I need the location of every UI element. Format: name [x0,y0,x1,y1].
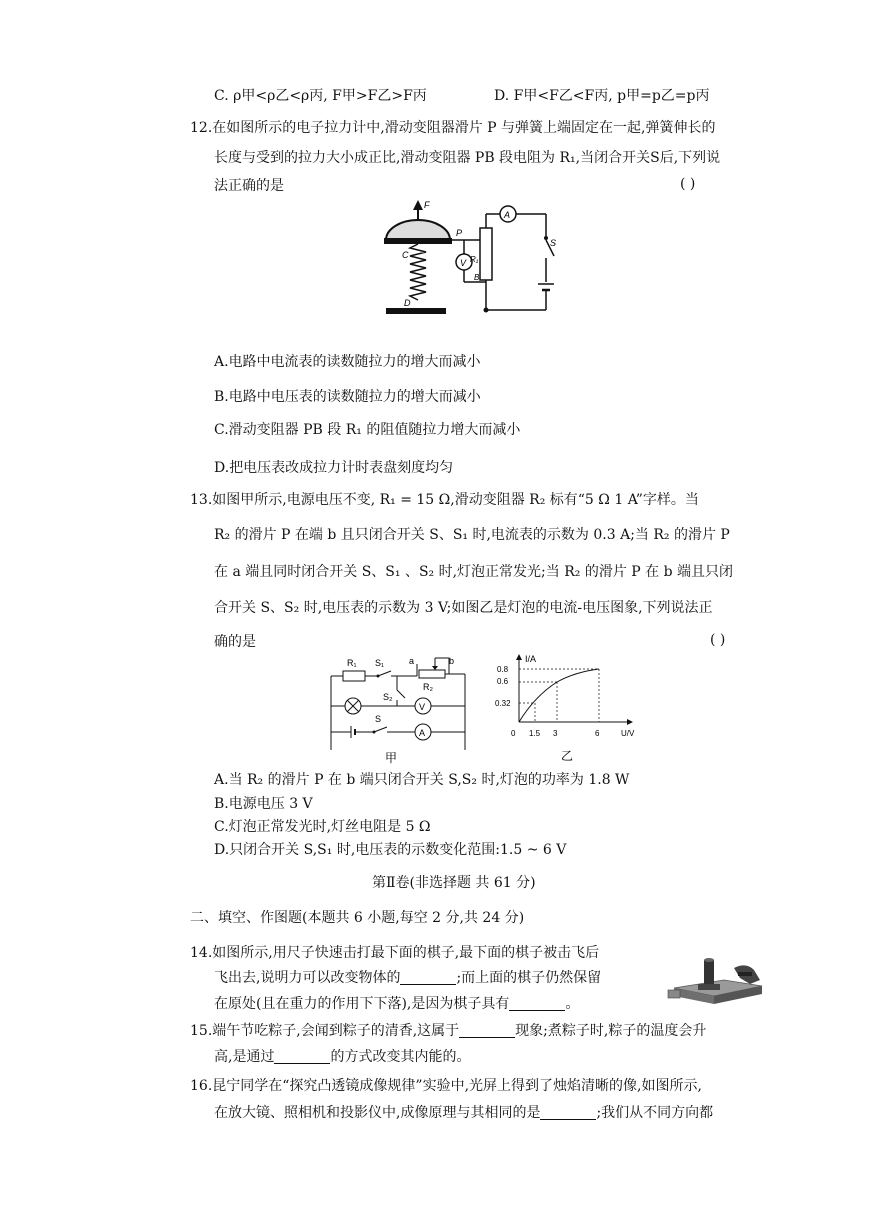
q13-yi-ytick-0.32: 0.32 [495,699,511,708]
q13-option-c-text: 灯泡正常发光时,灯丝电阻是 5 Ω [228,819,431,835]
q15-line2 [214,1047,470,1067]
q16-blank-1[interactable] [540,1105,596,1120]
q11-option-d-text: F甲<F乙<F丙, p甲=p乙=p丙 [513,88,710,104]
q16-line1 [190,1076,702,1096]
q12-option-c-letter: C. [214,422,229,438]
q12-label-r1: R₁ [470,255,479,264]
q12-label-s: S [550,238,557,248]
q13-yi-xtick-3: 3 [553,729,558,738]
q15-line1-b: 现象;煮粽子时,粽子的温度会升 [515,1023,707,1039]
q13-yi-x-label: U/V [621,729,635,738]
q13-yi-xtick-0: 0 [511,729,516,738]
q15-line1 [190,1021,706,1041]
part2-title: 第Ⅱ卷(非选择题 共 61 分) [372,875,536,891]
q13-option-a-text: 当 R₂ 的滑片 P 在 b 端只闭合开关 S,S₂ 时,灯泡的功率为 1.8 W [228,772,630,788]
q12-option-a-letter: A. [214,354,229,370]
q13-jia-label-v: V [419,702,426,712]
q13-yi-y-label: I/A [525,654,537,664]
q15-line1-a: 端午节吃粽子,会闻到粽子的清香,这属于 [212,1023,460,1039]
chess-pieces-image [664,946,770,1008]
q12-answer-paren: ( ) [680,176,696,192]
q13-option-a [214,770,629,790]
q13-yi-ytick-0.8: 0.8 [497,665,509,674]
q13-stem-line1 [190,490,699,510]
q14-line3-a: 在原处(且在重力的作用下下落),是因为棋子具有 [214,996,510,1012]
q13-number: 13. [190,492,213,508]
q14-line2-a: 飞出去,说明力可以改变物体的 [214,970,401,986]
q13-jia-label-a: a [409,656,415,666]
q12-option-a [214,352,481,372]
q13-jia-label-s1: S₁ [375,658,385,668]
q12-option-d [214,458,453,478]
q11-option-c [214,86,427,106]
q12-option-a-text: 电路中电流表的读数随拉力的增大而减小 [228,354,481,370]
q16-line1-text: 昆宁同学在“探究凸透镜成像规律”实验中,光屏上得到了烛焰清晰的像,如图所示, [212,1078,702,1094]
q13-jia-label-s2: S₂ [383,692,393,702]
q13-option-d [214,840,566,860]
q13-yi-caption: 乙 [561,749,574,763]
q11-option-c-letter: C. [214,88,229,104]
q15-blank-1[interactable] [459,1023,515,1038]
q16-line2 [214,1103,713,1123]
q13-stem-text-1: 如图甲所示,电源电压不变, R₁ = 15 Ω,滑动变阻器 R₂ 标有“5 Ω 1 A”字样。当 [212,492,699,508]
q14-line3 [214,994,579,1014]
q12-label-v: V [460,258,467,268]
q11-option-c-text: ρ甲<ρ乙<ρ丙, F甲>F乙>F丙 [233,88,427,104]
q14-line2 [214,968,601,988]
q12-option-d-text: 把电压表改成拉力计时表盘刻度均匀 [229,460,454,476]
q12-option-b [214,387,481,407]
q16-line2-b: ;我们从不同方向都 [596,1105,714,1121]
q12-label-a: A [504,210,511,220]
q13-jia-label-s: S [375,714,382,724]
q13-option-d-letter: D. [214,842,230,858]
q13-jia-caption: 甲 [385,751,398,765]
q13-option-c [214,817,431,837]
q13-yi-ytick-0.6: 0.6 [497,677,509,686]
q13-jia-label-r2: R₂ [423,682,433,692]
q14-line3-b: 。 [565,996,580,1012]
q11-option-d-letter: D. [494,88,510,104]
q12-option-c [214,420,520,440]
q14-line1 [190,943,599,963]
q15-number: 15. [190,1023,213,1039]
q12-option-b-text: 电路中电压表的读数随拉力的增大而减小 [228,389,481,405]
q12-stem-line1 [190,118,715,138]
q13-option-b-text: 电源电压 3 V [228,796,313,812]
q12-label-b: B [474,273,480,282]
q13-jia-label-a-meter: A [419,728,426,738]
q15-line2-a: 高,是通过 [214,1049,275,1065]
q13-stem-line5: 确的是 [214,634,256,650]
q12-option-c-text: 滑动变阻器 PB 段 R₁ 的阻值随拉力增大而减小 [228,422,521,438]
q12-option-d-letter: D. [214,460,230,476]
q13-option-b [214,794,313,814]
q12-label-c: C [402,250,409,260]
q12-option-b-letter: B. [214,389,229,405]
q14-line1-text: 如图所示,用尺子快速击打最下面的棋子,最下面的棋子被击飞后 [212,945,600,961]
q13-yi-xtick-6: 6 [595,729,600,738]
q12-stem-line3: 法正确的是 [214,178,284,194]
q13-figure-jia [325,654,475,766]
q13-option-d-text: 只闭合开关 S,S₁ 时,电压表的示数变化范围:1.5 ~ 6 V [229,842,567,858]
q13-stem-line2: R₂ 的滑片 P 在端 b 且只闭合开关 S、S₁ 时,电流表的示数为 0.3 A;当 R₂ 的滑片 P [214,527,730,543]
q13-option-a-letter: A. [214,772,229,788]
q13-stem-line3: 在 a 端且同时闭合开关 S、S₁ 、S₂ 时,灯泡正常发光;当 R₂ 的滑片 P 在 b 端且只闭 [214,564,733,580]
q15-line2-b: 的方式改变其内能的。 [330,1049,471,1065]
q12-circuit-figure [382,196,562,324]
q13-answer-paren: ( ) [710,632,726,648]
q14-blank-2[interactable] [509,996,565,1011]
q12-stem-line2: 长度与受到的拉力大小成正比,滑动变阻器 PB 段电阻为 R₁,当闭合开关S后,下列说 [214,150,721,166]
q12-label-p: P [456,228,463,238]
q14-line2-b: ;而上面的棋子仍然保留 [456,970,602,986]
section2-heading: 二、填空、作图题(本题共 6 小题,每空 2 分,共 24 分) [190,910,525,926]
q12-number: 12. [190,120,213,136]
q12-label-d: D [404,298,411,308]
q13-option-b-letter: B. [214,796,229,812]
q11-option-d [494,86,710,106]
q13-figure-yi [495,652,640,768]
q12-label-f: F [424,200,430,210]
q14-blank-1[interactable] [400,970,456,985]
q13-jia-label-b: b [449,656,455,666]
q13-option-c-letter: C. [214,819,229,835]
q16-line2-a: 在放大镜、照相机和投影仪中,成像原理与其相同的是 [214,1105,541,1121]
q13-stem-line4: 合开关 S、S₂ 时,电压表的示数为 3 V;如图乙是灯泡的电流-电压图象,下列说法正 [214,600,713,616]
q13-jia-label-r1: R₁ [347,658,357,668]
q15-blank-2[interactable] [274,1049,330,1064]
q12-stem-text-1: 在如图所示的电子拉力计中,滑动变阻器滑片 P 与弹簧上端固定在一起,弹簧伸长的 [212,120,716,136]
q14-number: 14. [190,945,213,961]
q16-number: 16. [190,1078,213,1094]
q13-yi-xtick-1.5: 1.5 [529,729,541,738]
